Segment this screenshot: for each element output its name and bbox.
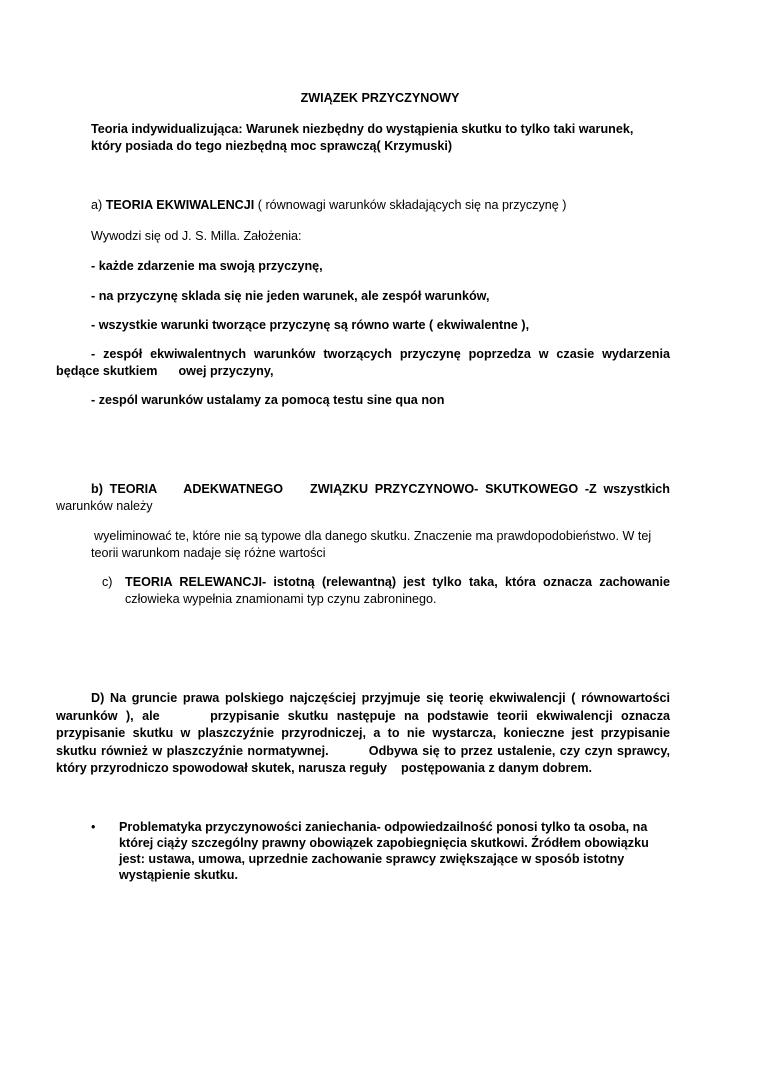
section-a-point-2: - na przyczynę sklada się nie jeden warunek, ale zespół warunków, [91,289,490,303]
section-c-line-2: człowieka wypełnia znamionami typ czynu zabroninego. [125,592,437,606]
section-c-heading: TEORIA RELEWANCJI- istotną (relewantną) jest tylko taka, która oznacza zachowanie [125,575,670,589]
section-b-line-2: warunków należy [56,499,153,513]
section-d-line-5: który przyrodniczo spowodował skutek, narusza reguły postępowania z danym dobrem. [56,761,593,775]
bullet-line-2: której ciąży szczególny prawny obowiązek zapobiegnięcia skutkowi. Źródłem obowiązku [119,836,649,850]
section-a-marker: a) [91,198,103,212]
section-c-marker: c) [102,575,113,589]
section-b-line-1 [91,481,670,497]
page-title: ZWIĄZEK PRZYCZYNOWY [300,91,460,105]
section-a-heading [91,197,566,213]
section-a-point-5: - zespól warunków ustalamy za pomocą testu sine qua non [91,393,445,407]
intro-line-1: Teoria indywidualizująca: Warunek niezbędny do wystąpienia skutku to tylko taki warunek, [91,122,634,136]
section-b-line-4: teorii warunkom nadaje się różne wartości [91,546,326,560]
bullet-line-3: jest: ustawa, umowa, uprzednie zachowanie sprawcy zwiększające w sposób istotny [119,852,625,866]
intro-line-2: który posiada do tego niezbędną moc sprawczą( Krzymuski) [91,139,453,153]
section-a-origin: Wywodzi się od J. S. Milla. Założenia: [91,229,302,243]
section-a-point-1: - każde zdarzenie ma swoją przyczynę, [91,259,323,273]
bullet-icon: • [91,820,96,834]
bullet-line-4: wystąpienie skutku. [119,868,238,882]
section-b-line-3: wyeliminować te, które nie są typowe dla danego skutku. Znaczenie ma prawdopodobieństwo. W tej [94,529,652,543]
section-d-line-3: przypisanie skutku w plaszczyźnie przyrodniczej, a to nie wystarcza, konieczne jest przypisanie [56,726,670,740]
section-d-line-2: warunków ), ale przypisanie skutku następuje na podstawie teorii ekwiwalencji oznacza [56,709,670,723]
section-a-title: TEORIA EKWIWALENCJI [105,198,255,212]
section-c-line-1 [125,574,670,590]
section-b-heading: b) TEORIA ADEKWATNEGO ZWIĄZKU PRZYCZYNOWO- SKUTKOWEGO -Z wszystkich [91,482,670,496]
bullet-line-1: Problematyka przyczynowości zaniechania- odpowiedzailność ponosi tylko ta osoba, na [119,820,648,834]
section-a-point-4-line-1: - zespół ekwiwalentnych warunków tworzących przyczynę poprzedza w czasie wydarzenia [91,347,670,361]
section-d-line-1: D) Na gruncie prawa polskiego najczęściej przyjmuje się teorię ekwiwalencji ( równowartości [91,691,670,705]
section-a-point-4-line-2: będące skutkiem owej przyczyny, [56,364,274,378]
section-d-line-4: skutku również w plaszczyźnie normatywnej. Odbywa się to przez ustalenie, czy czyn sprawcy, [56,744,670,758]
section-a-point-3: - wszystkie warunki tworzące przyczynę są równo warte ( ekwiwalentne ), [91,318,530,332]
section-a-note: ( równowagi warunków składających się na przyczynę ) [254,198,567,212]
